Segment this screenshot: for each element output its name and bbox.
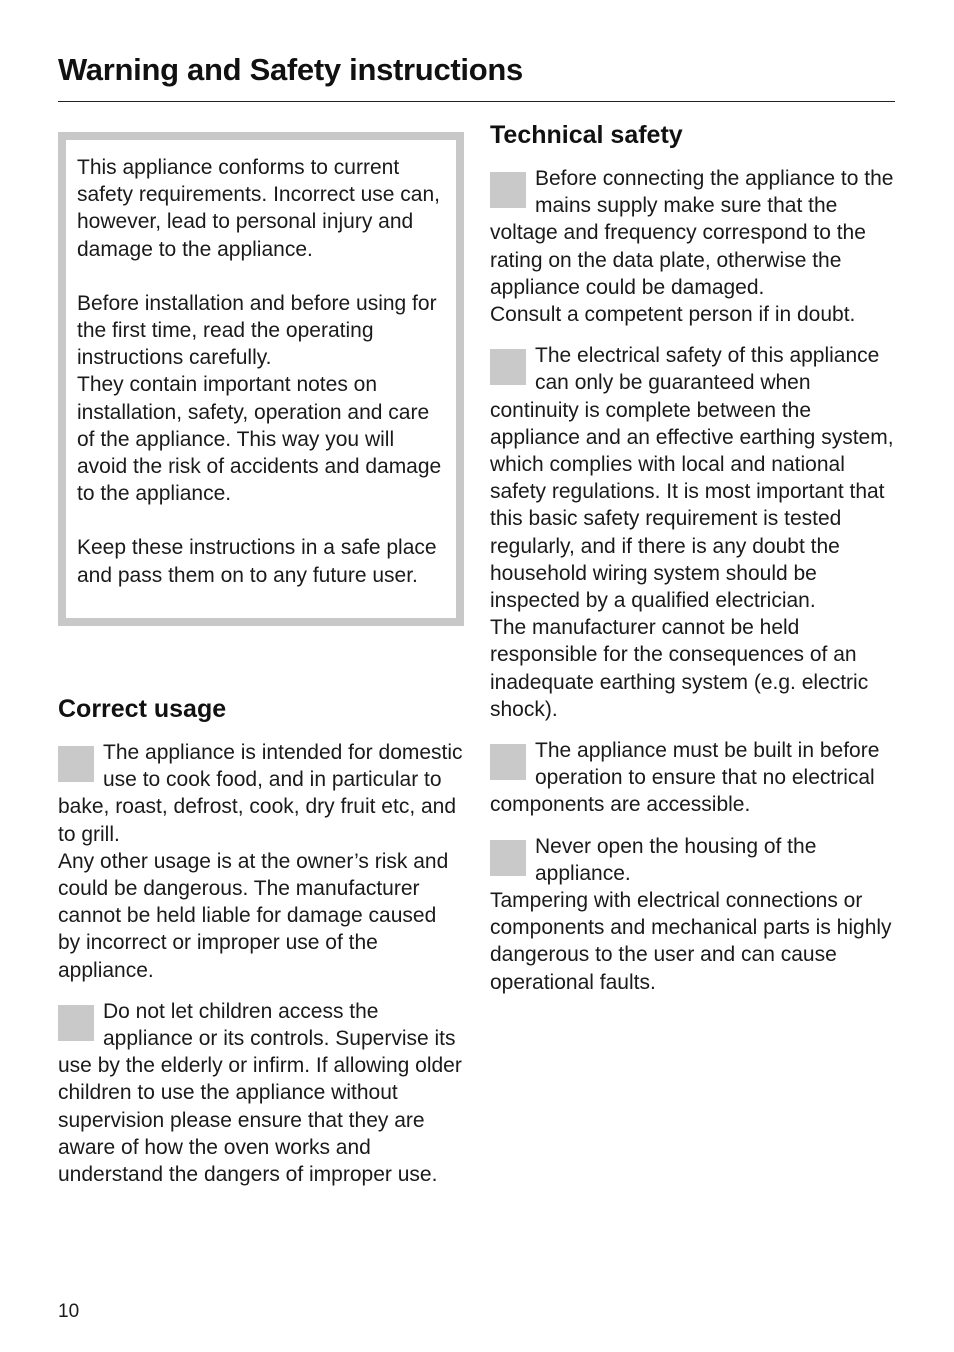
technical-safety-section bbox=[490, 165, 895, 996]
page-number: 10 bbox=[58, 1301, 80, 1322]
item-text: The appliance is intended for domestic use to cook food, and in particular to bake, roast, defrost, cook, dry fruit etc, and to grill. bbox=[58, 741, 463, 846]
technical-safety-item bbox=[490, 165, 895, 328]
intro-notice-box bbox=[58, 132, 464, 626]
item-extra-text: Any other usage is at the owner’s risk and could be dangerous. The manufacturer cannot be held liable for damage caused by incorrect or improper use of the appliance. bbox=[58, 849, 449, 982]
technical-safety-item bbox=[490, 342, 895, 723]
intro-paragraph: Keep these instructions in a safe place and pass them on to any future user. bbox=[77, 536, 437, 587]
technical-safety-heading: Technical safety bbox=[490, 121, 683, 149]
square-bullet-icon bbox=[58, 1005, 94, 1041]
intro-paragraph: This appliance conforms to current safety requirements. Incorrect use can, however, lead to personal injury and damage to the appliance. bbox=[77, 156, 440, 261]
technical-safety-item bbox=[490, 737, 895, 819]
item-extra-text: Consult a competent person if in doubt. bbox=[490, 303, 856, 327]
item-text: Before connecting the appliance to the mains supply make sure that the voltage and frequency correspond to the rating on the data plate, otherwise the appliance could be damaged. bbox=[490, 167, 894, 299]
technical-safety-item bbox=[490, 833, 895, 996]
square-bullet-icon bbox=[490, 840, 526, 876]
item-extra-text: The manufacturer cannot be held responsible for the consequences of an inadequate earthing system (e.g. electric shock). bbox=[490, 616, 869, 721]
square-bullet-icon bbox=[490, 349, 526, 385]
page-title: Warning and Safety instructions bbox=[58, 52, 523, 87]
correct-usage-heading: Correct usage bbox=[58, 695, 227, 723]
title-divider bbox=[58, 101, 895, 102]
item-extra-text: Tampering with electrical connections or components and mechanical parts is highly dangerous to the user and can cause operational faults. bbox=[490, 889, 892, 994]
correct-usage-item bbox=[58, 998, 464, 1188]
correct-usage-item bbox=[58, 739, 464, 984]
item-text: The electrical safety of this appliance can only be guaranteed when continuity is complete between the appliance and an effective earthing system, which complies with local and national safety regulations. It is most important that this basic safety requirement is tested regularly, and if there is any doubt the household wiring system should be inspected by a qualified electrician. bbox=[490, 344, 894, 613]
intro-paragraph: Before installation and before using for the first time, read the operating instructions carefully. They contain important notes on installation, safety, operation and care of the appliance. This way you will avoid the risk of accidents and damage to the appliance. bbox=[77, 291, 442, 506]
item-text: Never open the housing of the appliance. bbox=[535, 834, 817, 885]
square-bullet-icon bbox=[490, 172, 526, 208]
square-bullet-icon bbox=[58, 746, 94, 782]
correct-usage-section bbox=[58, 739, 464, 1188]
item-text: Do not let children access the appliance or its controls. Supervise its use by the elderly or infirm. If allowing older children to use the appliance without supervision please ensure that they are aware of how the oven works and understand the dangers of improper use. bbox=[58, 999, 462, 1187]
square-bullet-icon bbox=[490, 744, 526, 780]
item-text: The appliance must be built in before operation to ensure that no electrical components are accessible. bbox=[490, 739, 880, 817]
